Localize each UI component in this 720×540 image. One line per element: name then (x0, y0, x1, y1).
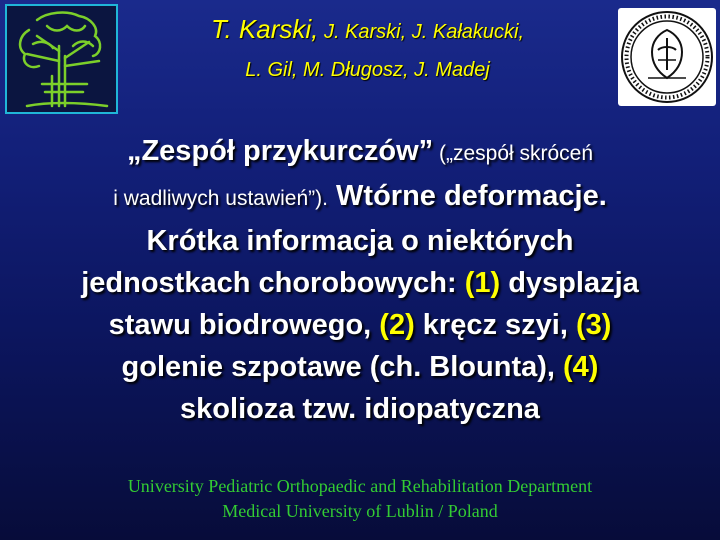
title-text: dysplazja (500, 267, 639, 299)
title-text: Wtórne deformacje. (327, 180, 607, 212)
title-text: „Zespół przykurczów” (126, 135, 434, 167)
authors-line-2: L. Gil, M. Długosz, J. Madej (245, 59, 490, 81)
co-authors-1: J. Karski, J. Kałakucki, (318, 21, 525, 43)
title-line-5 (0, 304, 720, 346)
title-subtext: („zespół skróceń (433, 142, 594, 165)
number-3: (3) (567, 309, 612, 341)
number-4: (4) (554, 351, 599, 383)
university-seal-icon (618, 8, 716, 106)
lead-author: T. Karski, (210, 14, 319, 44)
title-text: kręcz szyi, (414, 309, 568, 341)
title-line-3: Krótka informacja o niektórych (146, 225, 574, 257)
title-line-6 (0, 346, 720, 388)
title-subtext: i wadliwych ustawień”). (113, 187, 328, 210)
slide-title (0, 130, 720, 430)
title-line-2 (0, 175, 720, 220)
title-text: stawu biodrowego, (108, 309, 372, 341)
authors-block (120, 14, 615, 85)
title-text: jednostkach chorobowych: (81, 267, 457, 299)
footer-university: Medical University of Lublin / Poland (222, 501, 498, 521)
footer (0, 474, 720, 524)
number-1: (1) (456, 267, 501, 299)
title-line-1 (0, 130, 720, 175)
authors-line-1 (120, 14, 615, 47)
footer-department: University Pediatric Orthopaedic and Rehabilitation Department (127, 476, 593, 496)
tree-logo-icon (5, 4, 118, 114)
title-text: golenie szpotawe (ch. Blounta), (121, 351, 555, 383)
title-line-4 (0, 262, 720, 304)
number-2: (2) (371, 309, 415, 341)
title-line-7: skolioza tzw. idiopatyczna (180, 393, 540, 425)
